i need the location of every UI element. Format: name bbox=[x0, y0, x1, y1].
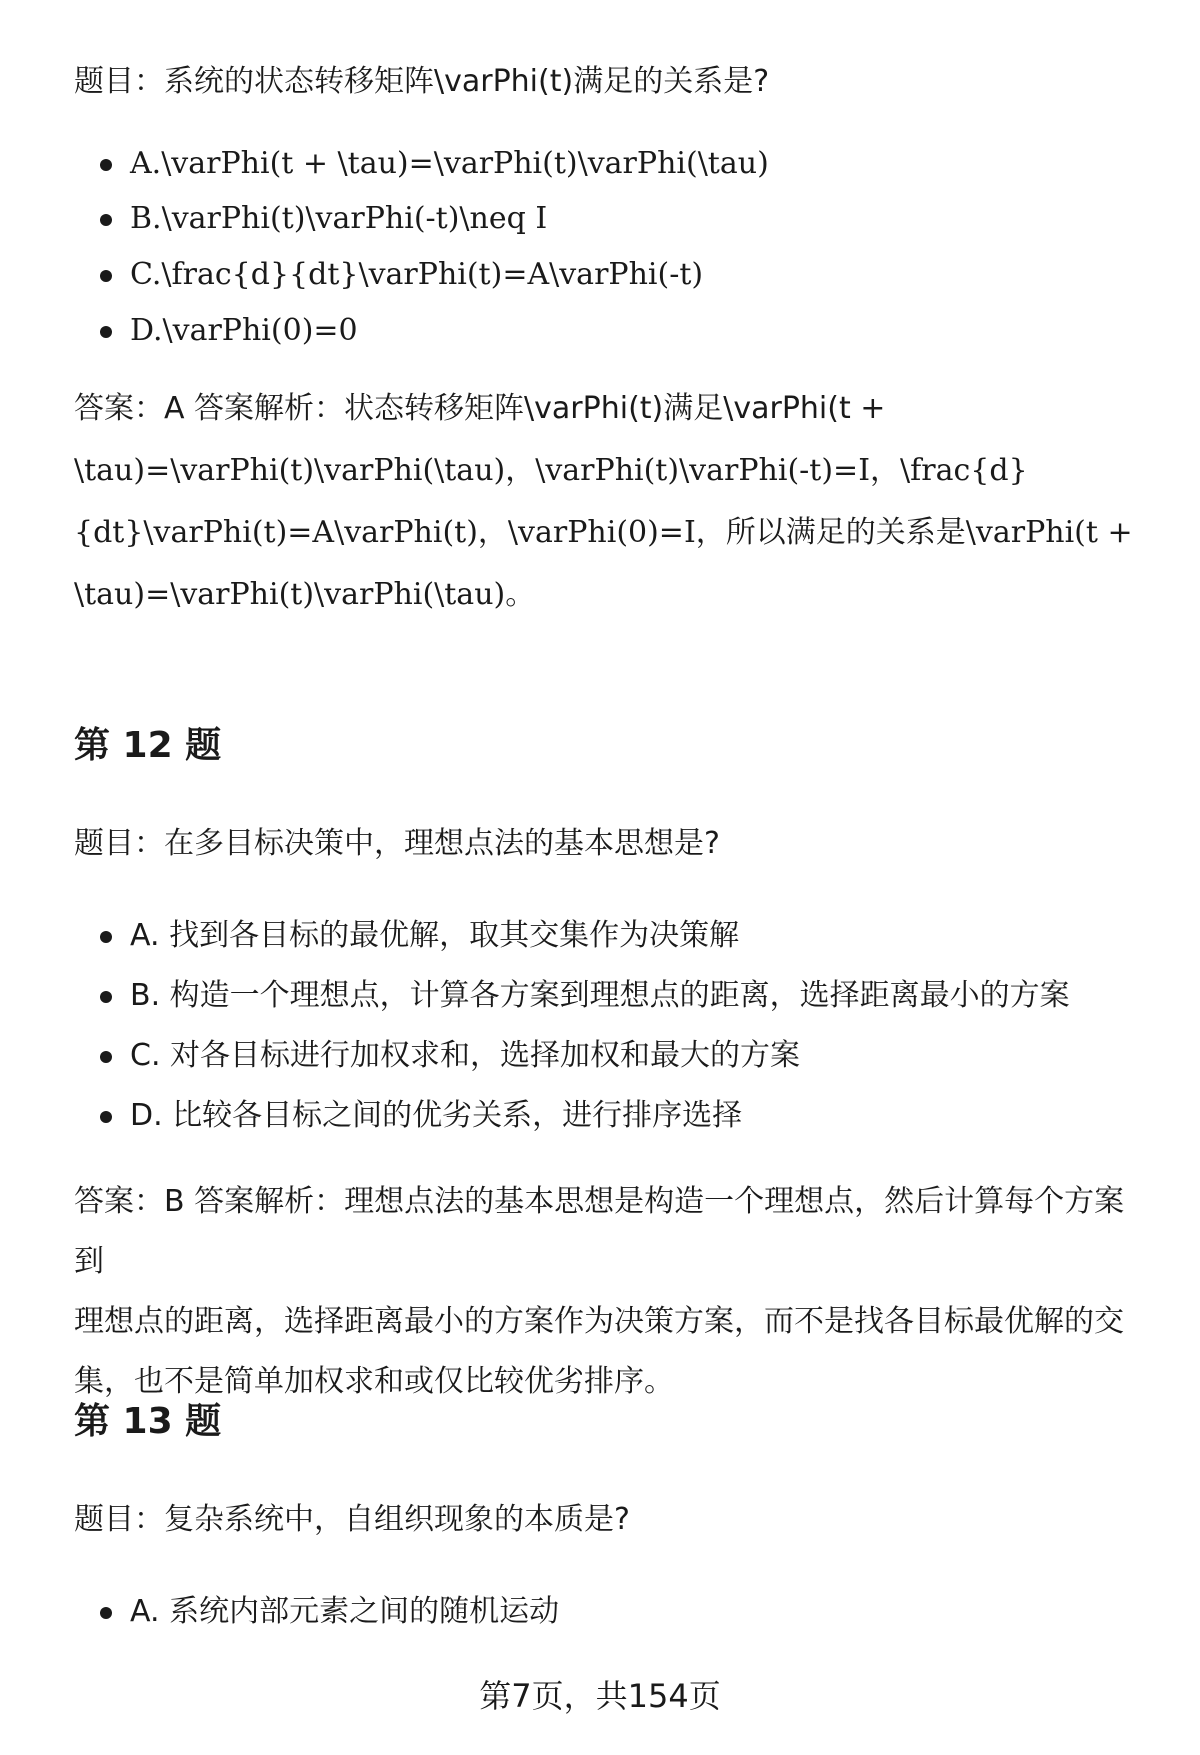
q13-question: 题目：复杂系统中，自组织现象的本质是? bbox=[74, 1502, 630, 1537]
q11-option-b: B.\varPhi(t)\varPhi(-t)\neq I bbox=[74, 199, 769, 239]
q12-answer-line: 理想点的距离，选择距离最小的方案作为决策方案，而不是找各目标最优解的交 bbox=[74, 1304, 1124, 1339]
bullet-icon bbox=[100, 1607, 112, 1619]
q12-answer-line: 答案：B 答案解析：理想点法的基本思想是构造一个理想点，然后计算每个方案到 bbox=[74, 1184, 1125, 1279]
bullet-icon bbox=[100, 159, 112, 171]
q11-option-a: A.\varPhi(t + \tau)=\varPhi(t)\varPhi(\tau) bbox=[74, 144, 769, 184]
q13-heading: 第 13 题 bbox=[74, 1401, 222, 1442]
q11-option-d: D.\varPhi(0)=0 bbox=[74, 311, 769, 351]
q12-answer bbox=[74, 1172, 1154, 1412]
q11-answer-line: \tau)=\varPhi(t)\varPhi(\tau)。 bbox=[74, 577, 536, 612]
q11-answer-line: \tau)=\varPhi(t)\varPhi(\tau)，\varPhi(t)\varPhi(-t)=I，\frac{d} bbox=[74, 453, 1028, 488]
q11-answer bbox=[74, 378, 1154, 626]
bullet-icon bbox=[100, 270, 112, 282]
q12-answer-line: 集，也不是简单加权求和或仅比较优劣排序。 bbox=[74, 1364, 674, 1399]
q13-option-a: A. 系统内部元素之间的随机运动 bbox=[74, 1592, 559, 1632]
q11-answer-line: {dt}\varPhi(t)=A\varPhi(t)，\varPhi(0)=I，所以满足的关系是\varPhi(t + bbox=[74, 515, 1133, 550]
q13-options bbox=[74, 1592, 559, 1632]
bullet-icon bbox=[100, 991, 112, 1003]
q12-option-a: A. 找到各目标的最优解，取其交集作为决策解 bbox=[74, 916, 1070, 956]
q11-option-c: C.\frac{d}{dt}\varPhi(t)=A\varPhi(-t) bbox=[74, 255, 769, 295]
q11-answer-line: 答案：A 答案解析：状态转移矩阵\varPhi(t)满足\varPhi(t + bbox=[74, 391, 886, 426]
bullet-icon bbox=[100, 326, 112, 338]
bullet-icon bbox=[100, 214, 112, 226]
q12-heading: 第 12 题 bbox=[74, 725, 222, 766]
q12-option-b: B. 构造一个理想点，计算各方案到理想点的距离，选择距离最小的方案 bbox=[74, 976, 1070, 1016]
q12-question: 题目：在多目标决策中，理想点法的基本思想是? bbox=[74, 826, 720, 861]
q12-option-c: C. 对各目标进行加权求和，选择加权和最大的方案 bbox=[74, 1036, 1070, 1076]
bullet-icon bbox=[100, 931, 112, 943]
bullet-icon bbox=[100, 1111, 112, 1123]
q11-options bbox=[74, 144, 769, 351]
bullet-icon bbox=[100, 1051, 112, 1063]
q12-option-d: D. 比较各目标之间的优劣关系，进行排序选择 bbox=[74, 1096, 1070, 1136]
page-footer: 第7页，共154页 bbox=[479, 1677, 721, 1715]
q12-options bbox=[74, 916, 1070, 1136]
q11-question: 题目：系统的状态转移矩阵\varPhi(t)满足的关系是? bbox=[74, 64, 770, 99]
